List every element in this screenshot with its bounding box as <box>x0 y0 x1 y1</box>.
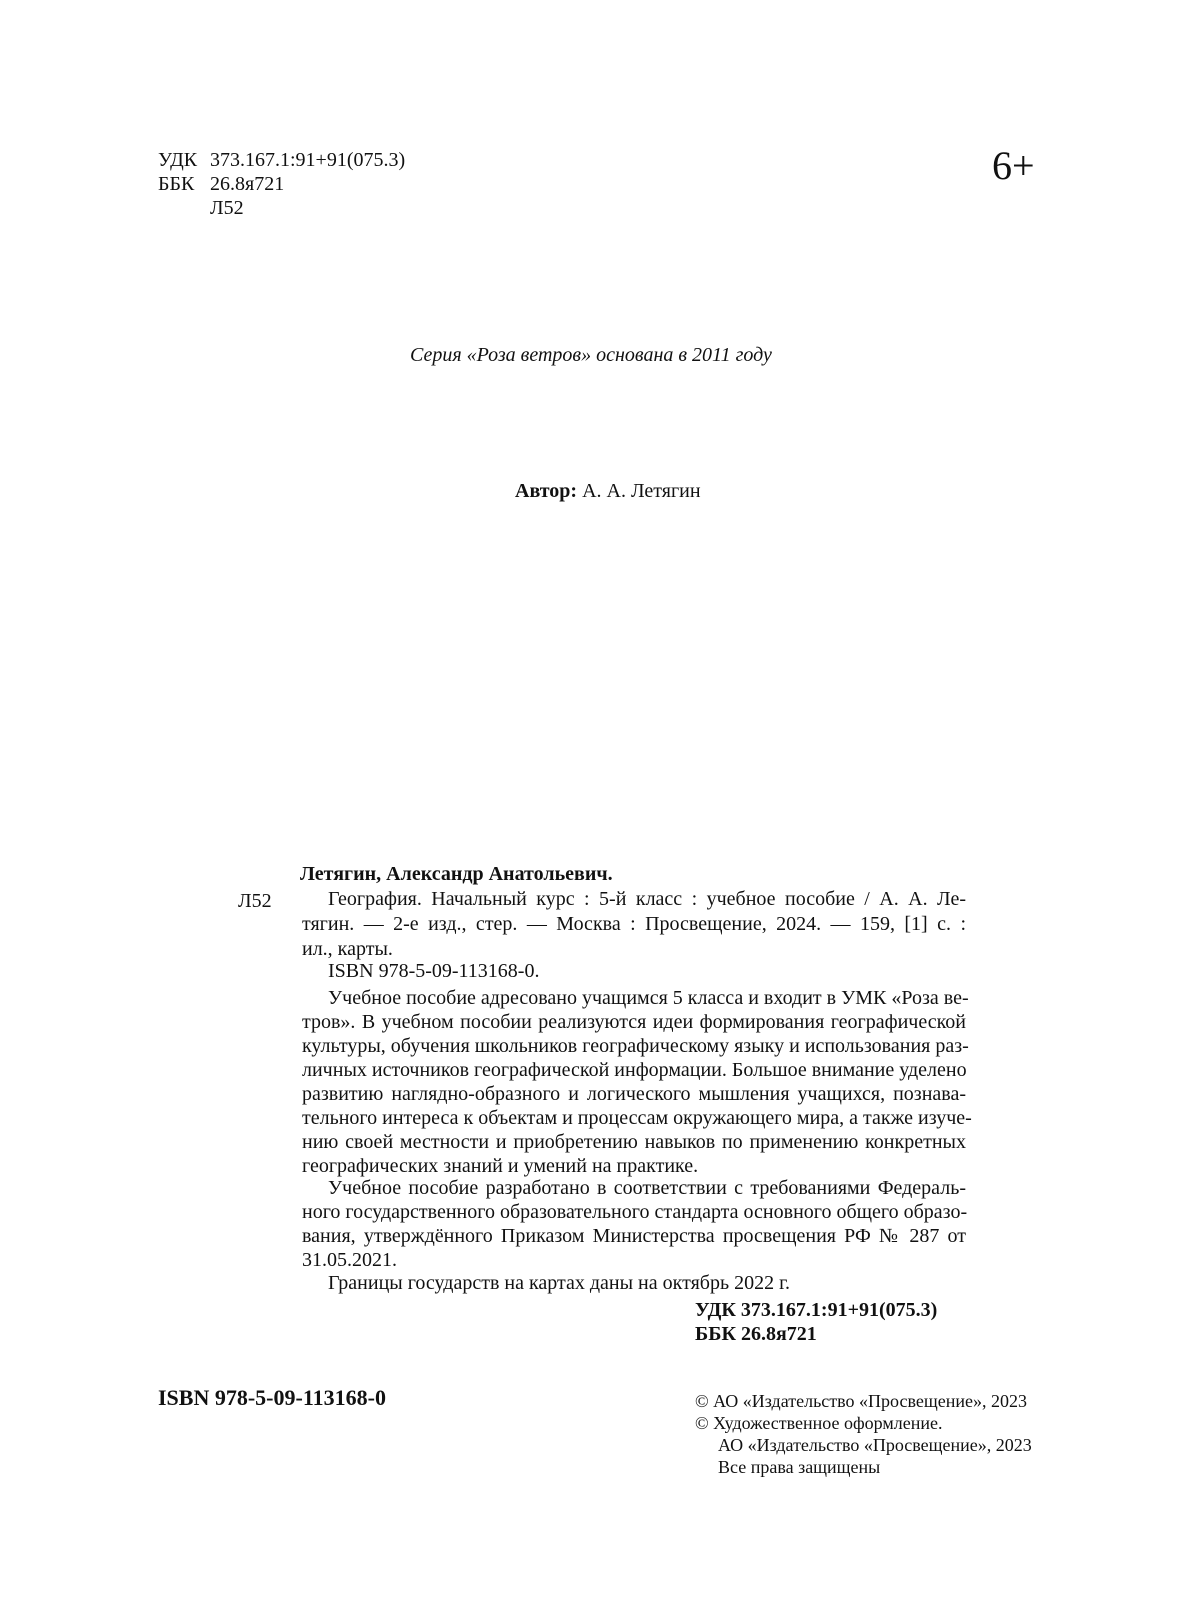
bib-line: География. Начальный курс : 5-й класс : учебное пособие / А. А. Ле- <box>328 888 966 910</box>
record-isbn: ISBN 978-5-09-113168-0. <box>328 960 540 982</box>
borders-note: Границы государств на картах даны на октябрь 2022 г. <box>328 1272 791 1294</box>
author-label: Автор: <box>515 480 578 502</box>
abstract-line: развитию наглядно-образного и логического мышления учащихся, познава- <box>302 1083 966 1105</box>
abstract-line: тров». В учебном пособии реализуются идеи формирования географической <box>302 1011 966 1033</box>
udk-value: 373.167.1:91+91(075.3) <box>210 149 406 171</box>
age-rating: 6+ <box>992 143 1035 188</box>
bib-line: тягин. — 2-е изд., стер. — Москва : Просвещение, 2024. — 159, [1] с. : <box>302 913 966 935</box>
abstract-line: культуры, обучения школьников географическому языку и использования раз- <box>302 1035 969 1057</box>
abstract-line: личных источников географической информации. Большое внимание уделено <box>302 1059 967 1081</box>
udk-label: УДК <box>158 149 198 171</box>
copyright-line: © АО «Издательство «Просвещение», 2023 <box>695 1391 1027 1411</box>
bib-line: ил., карты. <box>302 938 393 960</box>
abstract-line: географических знаний и умений на практике. <box>302 1155 699 1177</box>
standard-line: ного государственного образовательного стандарта основного общего образо- <box>302 1201 968 1223</box>
standard-line: Учебное пособие разработано в соответствии с требованиями Федераль- <box>328 1177 966 1199</box>
record-author-mark: Л52 <box>238 890 272 912</box>
record-udk: УДК 373.167.1:91+91(075.3) <box>695 1299 938 1321</box>
record-bbk: ББК 26.8я721 <box>695 1323 817 1345</box>
copyright-line: © Художественное оформление. <box>695 1413 943 1433</box>
series-note: Серия «Роза ветров» основана в 2011 году <box>410 344 772 366</box>
abstract-line: Учебное пособие адресовано учащимся 5 класса и входит в УМК «Роза ве- <box>328 987 969 1009</box>
author-name: А. А. Летягин <box>582 480 701 502</box>
abstract-line: тельного интереса к объектам и процессам окружающего мира, а также изуче- <box>302 1107 972 1129</box>
author-mark: Л52 <box>210 197 244 219</box>
footer-isbn: ISBN 978-5-09-113168-0 <box>158 1385 386 1410</box>
author-line <box>515 479 701 503</box>
abstract-line: нию своей местности и приобретению навыков по применению конкретных <box>302 1131 966 1153</box>
copyright-line: АО «Издательство «Просвещение», 2023 <box>718 1435 1032 1455</box>
record-heading: Летягин, Александр Анатольевич. <box>300 863 613 885</box>
bbk-value: 26.8я721 <box>210 173 285 195</box>
standard-line: 31.05.2021. <box>302 1249 397 1271</box>
standard-line: вания, утверждённого Приказом Министерства просвещения РФ № 287 от <box>302 1225 966 1247</box>
copyright-line: Все права защищены <box>718 1457 881 1477</box>
bbk-label: ББК <box>158 173 195 195</box>
